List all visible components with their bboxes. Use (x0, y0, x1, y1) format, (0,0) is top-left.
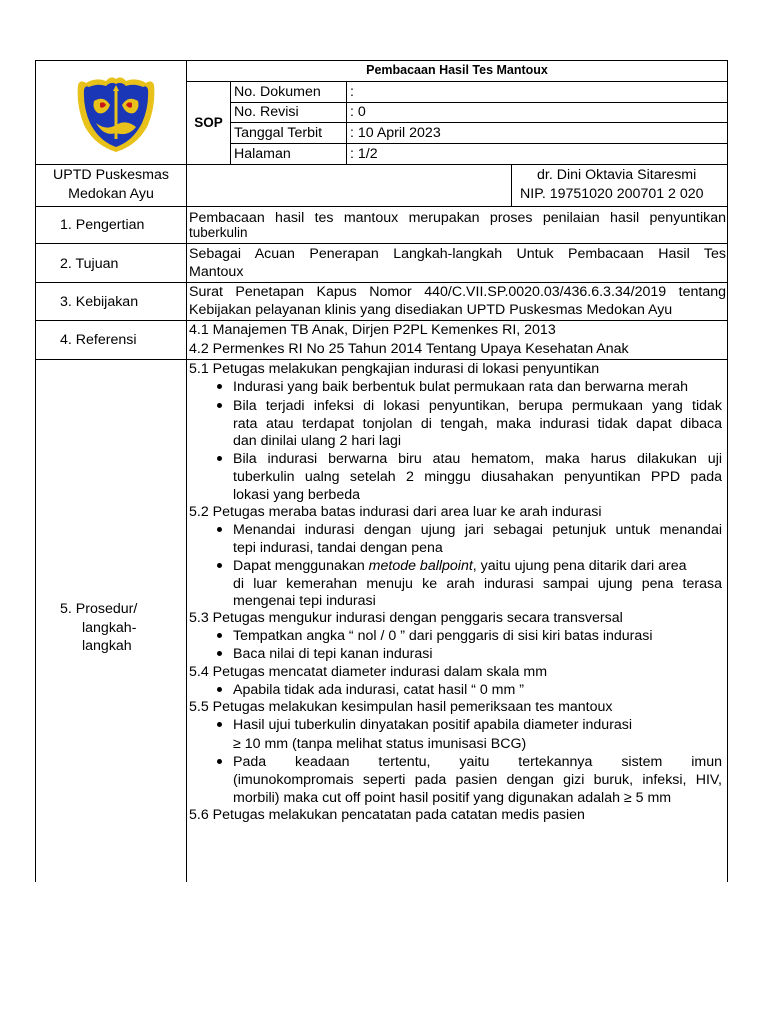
bullet-icon (217, 456, 222, 461)
step-5-1-item-3-line3: lokasi yang berbeda (233, 487, 360, 503)
field-label-no-dokumen: No. Dokumen (234, 84, 321, 100)
step-5-6: 5.6 Petugas melakukan pencatatan pada catatan medis pasien (189, 807, 585, 823)
document-title: Pembacaan Hasil Tes Mantoux (366, 63, 548, 77)
bullet-icon (217, 563, 222, 568)
org-name-line1: UPTD Puskesmas (53, 167, 169, 183)
step-5-2-item-2-post: , yaitu ujung pena ditarik dari area (472, 558, 687, 574)
kebijakan-line1: Surat Penetapan Kapus Nomor 440/C.VII.SP.0020.03/436.6.3.34/2019 tentang (189, 284, 726, 300)
step-5-2-item-1-line2: tepi indurasi, tandai dengan pena (233, 540, 443, 556)
referensi-line1: 4.1 Manajemen TB Anak, Dirjen P2PL Kemenkes RI, 2013 (189, 322, 556, 338)
tujuan-line2: Mantoux (189, 264, 244, 280)
bullet-icon (217, 403, 222, 408)
pengertian-line1: Pembacaan hasil tes mantoux merupakan proses penilaian hasil penyuntikan (189, 210, 726, 226)
bullet-icon (217, 527, 222, 532)
table-border-right (727, 60, 728, 882)
field-value-halaman: : 1/2 (350, 146, 378, 162)
kebijakan-line2: Kebijakan pelayanan klinis yang disediakan UPTD Puskesmas Medokan Ayu (189, 302, 673, 318)
sop-label: SOP (194, 115, 223, 130)
step-5-1-item-3-line2: tuberkulin ualng setelah 2 minggu diusahakan penyuntikan PPD pada (233, 469, 722, 485)
step-5-1-item-2-line2: rata atau terdapat tonjolan di tengah, maka indurasi tidak dapat dibaca (233, 416, 722, 432)
step-5-2-item-2-line1 (233, 557, 722, 575)
step-5-2-item-2-pre: Dapat menggunakan (233, 558, 369, 574)
step-5-5-item-1-line1: Hasil ujui tuberkulin dinyatakan positif apabila diameter indurasi (233, 717, 633, 733)
step-5-1-item-2-line1: Bila terjadi infeksi di lokasi penyuntikan, berupa permukaan yang tidak (233, 398, 722, 414)
label-prosedur-line2: langkah- (82, 620, 137, 636)
bullet-icon (217, 651, 222, 656)
bullet-icon (217, 759, 222, 764)
field-value-no-revisi: : 0 (350, 104, 366, 120)
label-prosedur-line3: langkah (82, 638, 132, 654)
step-5-2-item-1-line1: Menandai indurasi dengan ujung jari sebagai petunjuk untuk menandai (233, 522, 722, 538)
signer-nip: NIP. 19751020 200701 2 020 (520, 186, 704, 202)
org-name-line2: Medokan Ayu (68, 186, 154, 202)
step-5-2: 5.2 Petugas meraba batas indurasi dari area luar ke arah indurasi (189, 504, 602, 520)
step-5-1: 5.1 Petugas melakukan pengkajian indurasi di lokasi penyuntikan (189, 361, 600, 377)
step-5-2-item-2-line2: di luar kemerahan menuju ke arah indurasi sampai ujung pena terasa (233, 576, 722, 592)
step-5-3-item-1: Tempatkan angka “ nol / 0 ” dari penggaris di sisi kiri batas indurasi (233, 628, 653, 644)
step-5-4-item-1: Apabila tidak ada indurasi, catat hasil “ 0 mm ” (233, 682, 524, 698)
step-5-2-item-2-emphasis: metode ballpoint (368, 558, 473, 574)
tujuan-line1: Sebagai Acuan Penerapan Langkah-langkah Untuk Pembacaan Hasil Tes (189, 246, 726, 262)
bullet-icon (217, 722, 222, 727)
field-label-tanggal-terbit: Tanggal Terbit (234, 125, 323, 141)
pengertian-line2: tuberkulin (189, 225, 248, 240)
step-5-5-item-1-line2: ≥ 10 mm (tanpa melihat status imunisasi BCG) (233, 736, 527, 752)
step-5-5: 5.5 Petugas melakukan kesimpulan hasil pemeriksaan tes mantoux (189, 699, 613, 715)
step-5-2-item-2-line3: mengenai tepi indurasi (233, 593, 376, 609)
label-prosedur-line1: 5. Prosedur/ (60, 601, 138, 617)
bullet-icon (217, 687, 222, 692)
field-value-tanggal-terbit: : 10 April 2023 (350, 125, 441, 141)
step-5-5-item-2-line3: morbili) maka cut off point hasil positif yang digunakan adalah ≥ 5 mm (233, 790, 672, 806)
step-5-1-item-3-line1: Bila indurasi berwarna biru atau hematom, maka harus dilakukan uji (233, 451, 722, 467)
step-5-3: 5.3 Petugas mengukur indurasi dengan penggaris secara transversal (189, 610, 623, 626)
label-referensi: 4. Referensi (60, 332, 137, 348)
field-label-no-revisi: No. Revisi (234, 104, 299, 120)
step-5-1-item-2-line3: dan dinilai ulang 2 hari lagi (233, 433, 402, 449)
step-5-5-item-2-line1: Pada keadaan tertentu, yaitu tertekannya sistem imun (233, 754, 722, 770)
label-tujuan: 2. Tujuan (60, 256, 119, 272)
column-divider (186, 60, 187, 882)
signer-name: dr. Dini Oktavia Sitaresmi (537, 167, 697, 183)
bullet-icon (217, 384, 222, 389)
field-value-no-dokumen: : (350, 84, 354, 100)
table-border-top (35, 60, 728, 61)
referensi-line2: 4.2 Permenkes RI No 25 Tahun 2014 Tentang Upaya Kesehatan Anak (189, 341, 629, 357)
label-kebijakan: 3. Kebijakan (60, 294, 139, 310)
step-5-1-item-1: Indurasi yang baik berbentuk bulat permukaan rata dan berwarna merah (233, 379, 689, 395)
bullet-icon (217, 633, 222, 638)
label-pengertian: 1. Pengertian (60, 217, 145, 233)
surabaya-emblem-icon (76, 75, 156, 153)
step-5-5-item-2-line2: (imunokompromais seperti pada pasien dengan gizi buruk, infeksi, HIV, (233, 772, 722, 788)
step-5-3-item-2: Baca nilai di tepi kanan indurasi (233, 646, 433, 662)
field-label-halaman: Halaman (234, 146, 291, 162)
step-5-4: 5.4 Petugas mencatat diameter indurasi dalam skala mm (189, 664, 548, 680)
